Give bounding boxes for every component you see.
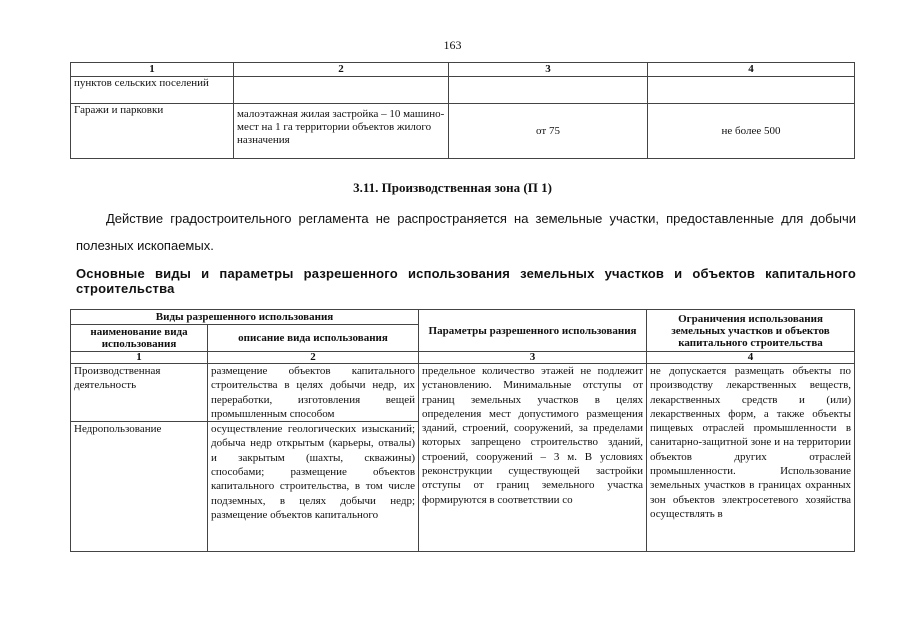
- section-title: 3.11. Производственная зона (П 1): [353, 180, 552, 195]
- cell-restrictions: [647, 364, 855, 552]
- column-number-1: 1: [71, 63, 234, 77]
- cell-calculation: [234, 77, 449, 104]
- cell-max-size: [648, 77, 855, 104]
- page-number: 163: [443, 38, 462, 52]
- column-numbers-row: [71, 352, 855, 364]
- subheading: Основные виды и параметры разрешенного использования земельных участков и объектов капитального строительства: [76, 266, 856, 296]
- use-description-text: осуществление геологических изысканий; добыча недр открытым (карьеры, отвалы) и закрытым (шахты, скважины) способами; размещение объектов капитального строительства, в том числе подземных, в целях добычи недр; размещение объектов капитального: [211, 423, 416, 521]
- regulation-paragraph: Действие градостроительного регламента не распространяется на земельные участки, предоставленные для добычи полезных ископаемых.: [76, 211, 856, 253]
- table-header-row: [71, 63, 855, 77]
- column-number-3: 3: [449, 63, 648, 77]
- table-header-row: [71, 310, 855, 325]
- header-parameters: Параметры разрешенного использования: [419, 310, 647, 352]
- cell-use-name: Производственная деятельность: [71, 364, 208, 422]
- column-number-2: 2: [234, 63, 449, 77]
- cell-min-size: [449, 77, 648, 104]
- cell-min-size: от 75: [449, 104, 648, 159]
- table-row: [71, 364, 855, 422]
- header-permitted-uses: Виды разрешенного использования: [71, 310, 419, 325]
- column-number-2: 2: [208, 352, 419, 364]
- cell-use-description: [208, 422, 419, 552]
- continuation-table: [70, 62, 855, 159]
- header-restrictions: Ограничения использования земельных участков и объектов капитального строительства: [647, 310, 855, 352]
- column-number-4: 4: [647, 352, 855, 364]
- cell-object-type: пунктов сельских поселений: [71, 77, 234, 104]
- land-use-table: [70, 309, 855, 552]
- cell-parameters: [419, 364, 647, 552]
- header-use-name: наименование вида использования: [71, 325, 208, 352]
- header-use-description: описание вида использования: [208, 325, 419, 352]
- column-number-1: 1: [71, 352, 208, 364]
- cell-use-name: Недропользование: [71, 422, 208, 552]
- column-number-4: 4: [648, 63, 855, 77]
- restrictions-text: не допускается размещать объекты по производству лекарственных веществ, лекарственных средств и (или) лекарственных форм, а также объекты пищевых отраслей промышленности в санитарно-защитной зоне и на территории объектов других отраслей промышленности. Использование земельных участков в границах охранных зон объектов электросетевого хозяйства осуществлять в: [650, 365, 852, 520]
- cell-object-type: Гаражи и парковки: [71, 104, 234, 159]
- parameters-text: предельное количество этажей не подлежит установлению. Минимальные отступы от границ земельных участков в целях определения мест допустимого размещения зданий, строений, сооружений, за пределами которых запрещено строительство зданий, строений, сооружений – 3 м. В условиях реконструкции существующей застройки отступы от границ земельного участка формируются в соответствии со: [422, 365, 644, 506]
- cell-max-size: не более 500: [648, 104, 855, 159]
- table-row: [71, 104, 855, 159]
- column-number-3: 3: [419, 352, 647, 364]
- cell-use-description: размещение объектов капитального строительства в целях добычи недр, их переработки, изготовления вещей промышленным способом: [208, 364, 419, 422]
- cell-calculation: малоэтажная жилая застройка – 10 машино-мест на 1 га территории объектов жилого назначения: [234, 104, 449, 159]
- table-row: [71, 77, 855, 104]
